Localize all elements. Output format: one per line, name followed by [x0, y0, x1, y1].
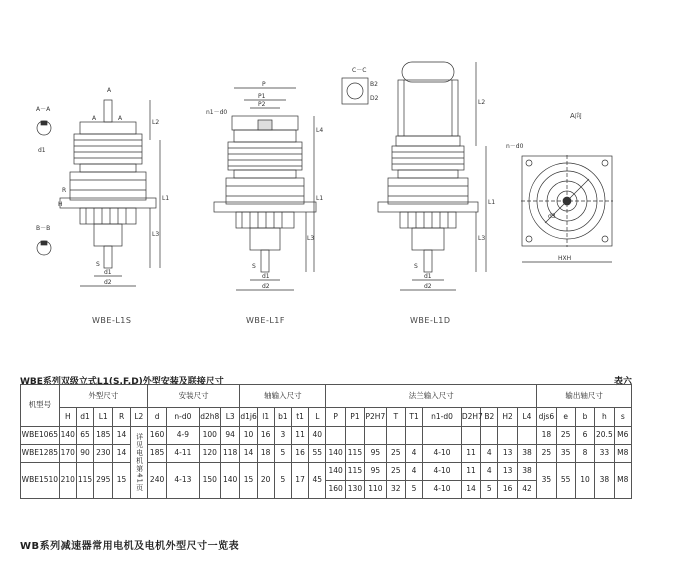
svg-text:L3: L3 [307, 235, 315, 242]
svg-text:S: S [96, 261, 100, 268]
svg-text:L3: L3 [152, 231, 160, 238]
footer-title: WB系列减速器常用电机及电机外型尺寸一览表 [20, 541, 240, 552]
svg-text:d1: d1 [262, 273, 270, 280]
motor-body [398, 80, 458, 136]
table-row: WBE1510 210 115 295 15 240 4-13 150 140 15 20 5 17 45 140 115 95 25 4 4-10 11 4 13 38 35 55 10 38 M8 [21, 463, 632, 481]
header-output-shaft: 输出轴尺寸 [537, 385, 632, 408]
table-sub-header: H d1 L1 R L2 d n-d0 d2h8 L3 d1j6 l1 b1 t1 L P P1 P2H7 T T1 n1-d0 D2H7 B2 H2 L4 djs6 e b h s [21, 408, 632, 427]
section-cc [342, 78, 368, 104]
svg-text:A: A [107, 87, 112, 94]
svg-text:A: A [92, 115, 97, 122]
table-group-header [21, 385, 632, 408]
svg-text:P1: P1 [258, 93, 266, 100]
svg-text:C－C: C－C [352, 67, 367, 74]
motor-fan-cover [402, 62, 454, 82]
svg-text:L3: L3 [478, 235, 486, 242]
figure-wbe-l1d [342, 62, 495, 290]
table-row: 160 130 110 32 5 4-10 14 5 16 42 [21, 481, 632, 499]
svg-text:HXH: HXH [558, 255, 572, 262]
section-aa-label: A－A [36, 106, 51, 113]
svg-text:d2: d2 [262, 283, 270, 290]
svg-text:d1: d1 [104, 269, 112, 276]
svg-text:L4: L4 [316, 127, 324, 134]
svg-text:n－d0: n－d0 [506, 143, 524, 150]
table-caption: WBE系列双级立式L1(S.F.D)外型安装及联接尺寸 [20, 377, 224, 387]
header-install: 安装尺寸 [147, 385, 239, 408]
svg-text:H: H [58, 201, 63, 208]
header-outline: 外型尺寸 [59, 385, 147, 408]
svg-text:R: R [62, 187, 67, 194]
table-number: 表六 [614, 377, 633, 387]
svg-text:A: A [118, 115, 123, 122]
svg-text:d1: d1 [424, 273, 432, 280]
svg-text:d1: d1 [38, 147, 46, 154]
svg-text:B2: B2 [370, 81, 378, 88]
figure-wbe-l1f [206, 81, 323, 290]
svg-text:S: S [414, 263, 418, 270]
svg-text:L2: L2 [152, 119, 160, 126]
table-row: WBE1065 140 65 185 14 详见电机第41页 160 4-9 100 94 10 16 3 11 40 18 25 6 20.5 M6 [21, 427, 632, 445]
header-flange-input: 法兰输入尺寸 [326, 385, 537, 408]
note-vertical: 详见电机第41页 [130, 427, 147, 499]
svg-text:S: S [252, 263, 256, 270]
svg-text:L1: L1 [162, 195, 170, 202]
view-a [506, 111, 613, 262]
svg-text:L2: L2 [478, 99, 486, 106]
header-shaft-input: 轴输入尺寸 [240, 385, 326, 408]
dimension-table [20, 384, 632, 499]
svg-text:d2: d2 [104, 279, 112, 286]
section-bb-label: B－B [36, 225, 51, 232]
figure-label-l1s: WBE-L1S [92, 316, 132, 325]
svg-text:d3: d3 [548, 213, 556, 220]
figure-label-l1d: WBE-L1D [410, 316, 451, 325]
svg-text:D2: D2 [370, 95, 379, 102]
svg-text:P: P [262, 81, 266, 88]
figure-label-l1f: WBE-L1F [246, 316, 285, 325]
svg-text:P2: P2 [258, 101, 266, 108]
svg-text:n1－d0: n1－d0 [206, 109, 228, 116]
header-model: 机型号 [21, 385, 60, 427]
svg-text:L1: L1 [316, 195, 324, 202]
svg-text:d2: d2 [424, 283, 432, 290]
figure-wbe-l1s [36, 87, 169, 286]
table-row: WBE1285 170 90 230 14 185 4-11 120 118 14 18 5 16 55 140 115 95 25 4 4-10 11 4 13 38 25 35 8 33 M8 [21, 445, 632, 463]
view-a-title: A向 [570, 112, 582, 120]
svg-text:L1: L1 [488, 199, 496, 206]
